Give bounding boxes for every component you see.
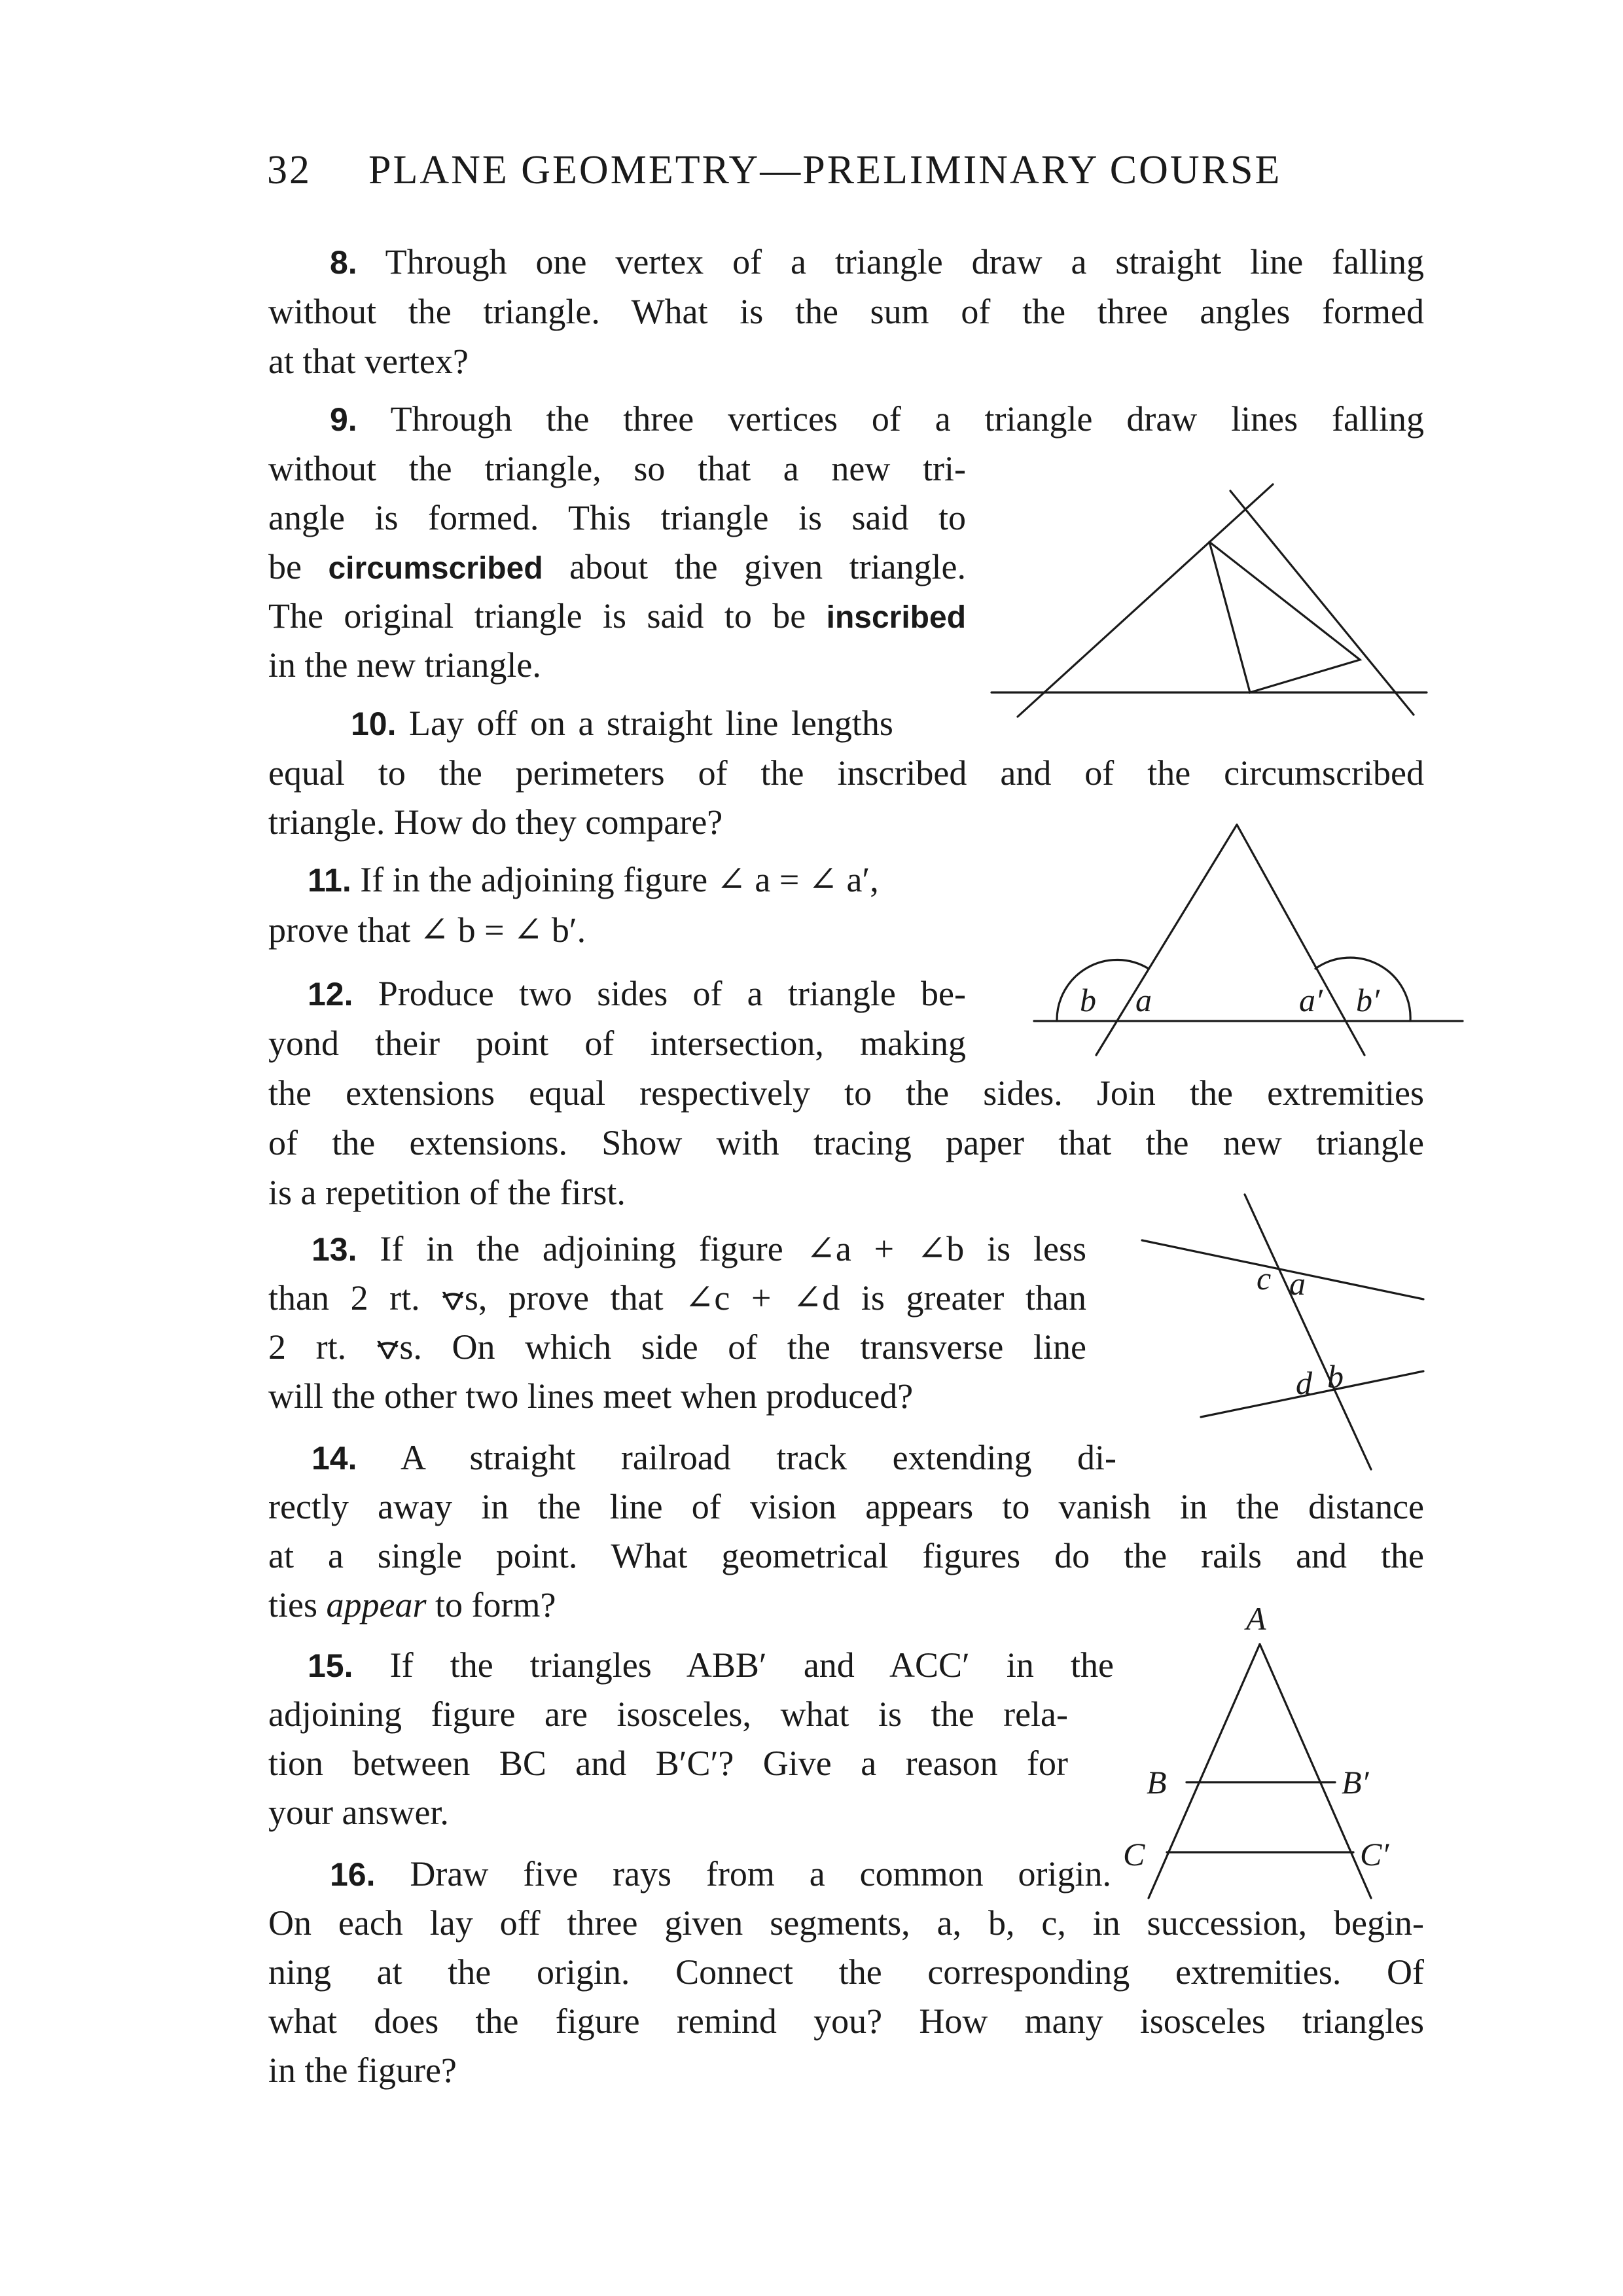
problem-14-text-4b: to form? bbox=[435, 1585, 556, 1624]
problem-12-number: 12. bbox=[308, 976, 353, 1013]
problem-14-text-4a: ties bbox=[268, 1585, 317, 1624]
fig13-label-a: a bbox=[1289, 1265, 1306, 1302]
problem-14-line-1 bbox=[268, 1433, 1116, 1482]
fig13-label-c: c bbox=[1257, 1260, 1272, 1297]
problem-12-line-2: yond their point of intersection, making bbox=[268, 1024, 966, 1063]
exterior-angles-figure bbox=[1034, 812, 1466, 1067]
problem-8-line-2: without the triangle. What is the sum of the three angles formed bbox=[268, 292, 1424, 331]
problem-13-line-1 bbox=[268, 1225, 1086, 1273]
problem-12-text-1: Produce two sides of a triangle be- bbox=[378, 974, 967, 1013]
problem-15-line-3: tion between BC and B′C′? Give a reason for bbox=[268, 1744, 1068, 1783]
problem-14-line-4 bbox=[268, 1581, 556, 1629]
problem-8-line-1 bbox=[268, 238, 1424, 286]
problem-13-line-4: will the other two lines meet when produced? bbox=[268, 1376, 914, 1416]
problem-14-text-1: A straight railroad track extending di- bbox=[401, 1438, 1116, 1477]
problem-8-number: 8. bbox=[330, 244, 357, 281]
problem-10-line-2: equal to the perimeters of the inscribed and of the circumscribed bbox=[268, 753, 1424, 793]
fig9-left-side bbox=[1018, 484, 1273, 717]
problem-15-line-4: your answer. bbox=[268, 1793, 449, 1832]
problem-16-line-2: On each lay off three given segments, a, b, c, in succession, begin- bbox=[268, 1903, 1424, 1943]
fig13-lower-line bbox=[1201, 1371, 1423, 1417]
problem-15-line-1 bbox=[268, 1641, 1114, 1689]
problem-14-text-4-italic: appear bbox=[326, 1585, 427, 1624]
fig15-label-B: B bbox=[1147, 1764, 1167, 1801]
fig11-label-a: a bbox=[1135, 982, 1152, 1018]
problem-16-line-3: ning at the origin. Connect the corresponding extremities. Of bbox=[268, 1952, 1424, 1992]
problem-9-line-6: in the new triangle. bbox=[268, 645, 541, 685]
problem-14-line-3: at a single point. What geometrical figures do the rails and the bbox=[268, 1536, 1424, 1575]
problem-10-text-1: Lay off on a straight line lengths bbox=[409, 704, 893, 743]
problem-15-line-2: adjoining figure are isosceles, what is the rela- bbox=[268, 1695, 1068, 1734]
problem-13-line-3: 2 rt. ⦡s. On which side of the transverse line bbox=[268, 1327, 1086, 1367]
term-circumscribed: circumscribed bbox=[328, 551, 543, 586]
fig15-label-B-prime: B′ bbox=[1342, 1764, 1369, 1801]
problem-15-number: 15. bbox=[308, 1647, 353, 1684]
fig11-label-a-prime: a′ bbox=[1299, 982, 1323, 1018]
fig9-right-side bbox=[1230, 491, 1414, 715]
transversal-figure bbox=[1132, 1185, 1440, 1486]
term-inscribed: inscribed bbox=[826, 600, 967, 635]
problem-14-number: 14. bbox=[312, 1440, 357, 1477]
problem-9-line-4 bbox=[268, 543, 966, 591]
problem-9-line-5 bbox=[268, 592, 966, 640]
problem-11-number: 11. bbox=[308, 862, 351, 899]
problem-13-number: 13. bbox=[312, 1231, 357, 1268]
fig13-transversal bbox=[1245, 1194, 1371, 1469]
problem-16-line-5: in the figure? bbox=[268, 2051, 457, 2090]
problem-9-text-1: Through the three vertices of a triangle draw lines falling bbox=[390, 399, 1424, 439]
fig11-label-b-prime: b′ bbox=[1356, 982, 1380, 1018]
problem-10-line-3: triangle. How do they compare? bbox=[268, 802, 723, 842]
fig13-label-d: d bbox=[1296, 1365, 1312, 1401]
problem-8-line-3: at that vertex? bbox=[268, 342, 469, 381]
problem-10-line-1 bbox=[268, 699, 966, 747]
problem-9-line-2: without the triangle, so that a new tri- bbox=[268, 449, 966, 488]
problem-9-text-5a: The original triangle is said to be bbox=[268, 596, 806, 636]
fig15-label-C-prime: C′ bbox=[1360, 1836, 1389, 1873]
problem-9-line-3: angle is formed. This triangle is said to bbox=[268, 498, 966, 537]
problem-9-line-1 bbox=[268, 395, 1424, 443]
page-number: 32 bbox=[267, 148, 312, 192]
problem-16-text-1: Draw five rays from a common origin. bbox=[410, 1854, 1111, 1893]
fig11-label-b: b bbox=[1080, 982, 1096, 1018]
fig15-label-A: A bbox=[1246, 1600, 1266, 1637]
problem-16-number: 16. bbox=[330, 1856, 376, 1893]
problem-9-text-4b: about the given triangle. bbox=[569, 547, 967, 586]
problem-13-line-2: than 2 rt. ⦡s, prove that ∠c + ∠d is greater than bbox=[268, 1278, 1086, 1318]
problem-15-text-1: If the triangles ABB′ and ACC′ in the bbox=[389, 1645, 1114, 1685]
page-title: PLANE GEOMETRY—PRELIMINARY COURSE bbox=[368, 148, 1282, 192]
problem-16-line-1 bbox=[268, 1850, 1111, 1898]
problem-11-line-1 bbox=[268, 855, 879, 904]
fig13-label-b: b bbox=[1327, 1358, 1344, 1395]
fig9-inscribed-triangle bbox=[1209, 542, 1360, 692]
problem-9-number: 9. bbox=[330, 401, 357, 438]
fig13-upper-line bbox=[1142, 1240, 1423, 1299]
problem-11-line-2: prove that ∠ b = ∠ b′. bbox=[268, 910, 586, 950]
problem-10-number: 10. bbox=[351, 706, 397, 742]
problem-9-text-4a: be bbox=[268, 547, 302, 586]
fig15-label-C: C bbox=[1123, 1836, 1145, 1873]
problem-8-text-1: Through one vertex of a triangle draw a straight line falling bbox=[385, 242, 1425, 281]
problem-12-line-1 bbox=[268, 969, 966, 1018]
problem-13-text-1: If in the adjoining figure ∠a + ∠b is less bbox=[380, 1229, 1086, 1268]
isosceles-triangles-figure bbox=[1099, 1597, 1453, 1918]
circumscribed-triangle-figure bbox=[969, 471, 1440, 733]
problem-12-line-5: is a repetition of the first. bbox=[268, 1173, 626, 1212]
problem-16-line-4: what does the figure remind you? How many isosceles triangles bbox=[268, 2001, 1424, 2041]
problem-11-text-1: If in the adjoining figure ∠ a = ∠ a′, bbox=[360, 860, 879, 899]
problem-14-line-2: rectly away in the line of vision appears to vanish in the distance bbox=[268, 1487, 1424, 1526]
problem-12-line-4: of the extensions. Show with tracing paper that the new triangle bbox=[268, 1123, 1424, 1162]
problem-12-line-3: the extensions equal respectively to the sides. Join the extremities bbox=[268, 1073, 1424, 1113]
running-header bbox=[267, 147, 1386, 200]
